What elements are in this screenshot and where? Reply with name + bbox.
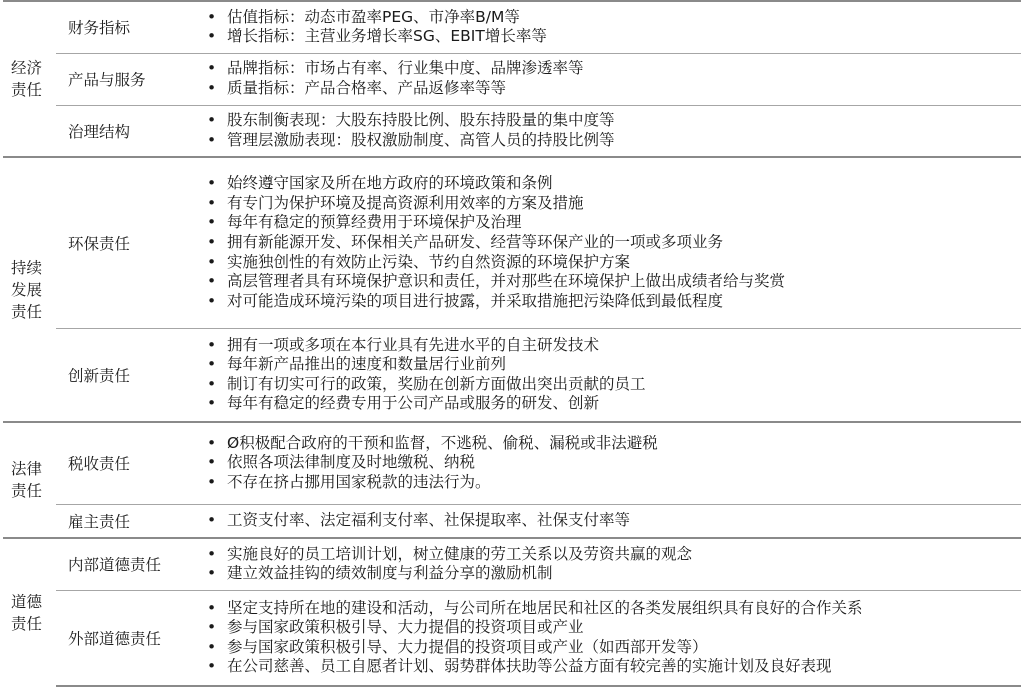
criteria-list [205,59,1021,98]
list-item: • 估值指标：动态市盈率PEG、市净率B/M等 [205,8,1021,28]
list-item: • 拥有新能源开发、环保相关产品研发、经营等环保产业的一项或多项业务 [205,233,1021,253]
table-row [3,157,1021,328]
list-item: • 实施良好的员工培训计划，树立健康的劳工关系以及劳资共赢的观念 [205,545,1021,565]
criteria-cell [189,504,1021,538]
subcategory-cell: 雇主责任 [56,504,189,538]
list-item: • 增长指标：主营业务增长率SG、EBIT增长率等 [205,27,1021,47]
table-row [3,105,1021,157]
list-item: • 建立效益挂钩的绩效制度与利益分享的激励机制 [205,564,1021,584]
subcategory-cell: 环保责任 [56,157,189,328]
criteria-cell [189,1,1021,53]
table-row [3,590,1021,686]
criteria-list [205,8,1021,47]
category-cell: 道德 责任 [3,538,56,686]
list-item: • 工资支付率、法定福利支付率、社保提取率、社保支付率等 [205,511,1021,531]
list-item: • 拥有一项或多项在本行业具有先进水平的自主研发技术 [205,336,1021,356]
subcategory-cell: 治理结构 [56,105,189,157]
table-row [3,53,1021,105]
list-item: • 坚定支持所在地的建设和活动，与公司所在地居民和社区的各类发展组织具有良好的合作关系 [205,599,1021,619]
table-row [3,422,1021,504]
criteria-list [205,511,1021,531]
category-cell: 经济 责任 [3,1,56,157]
criteria-list [205,336,1021,414]
criteria-cell [189,53,1021,105]
list-item: • 实施独创性的有效防止污染、节约自然资源的环境保护方案 [205,253,1021,273]
criteria-list [205,545,1021,584]
list-item: • 每年有稳定的经费专用于公司产品或服务的研发、创新 [205,394,1021,414]
list-item: • 质量指标：产品合格率、产品返修率等等 [205,79,1021,99]
criteria-cell [189,590,1021,686]
list-item: • 始终遵守国家及所在地方政府的环境政策和条例 [205,174,1021,194]
criteria-list [205,174,1021,311]
subcategory-cell: 税收责任 [56,422,189,504]
list-item: • 高层管理者具有环境保护意识和责任，并对那些在环境保护上做出成绩者给与奖赏 [205,272,1021,292]
criteria-list [205,599,1021,677]
category-cell: 法律 责任 [3,422,56,538]
category-cell: 持续 发展 责任 [3,157,56,422]
list-item: • 每年有稳定的预算经费用于环境保护及治理 [205,213,1021,233]
list-item: • 管理层激励表现：股权激励制度、高管人员的持股比例等 [205,131,1021,151]
criteria-cell [189,157,1021,328]
list-item: • 品牌指标：市场占有率、行业集中度、品牌渗透率等 [205,59,1021,79]
list-item: • 股东制衡表现：大股东持股比例、股东持股量的集中度等 [205,111,1021,131]
list-item: • 对可能造成环境污染的项目进行披露，并采取措施把污染降低到最低程度 [205,292,1021,312]
table-row [3,538,1021,590]
list-item: • 不存在挤占挪用国家税款的违法行为。 [205,473,1021,493]
list-item: • 参与国家政策积极引导、大力提倡的投资项目或产业（如西部开发等） [205,638,1021,658]
criteria-list [205,434,1021,493]
criteria-cell [189,105,1021,157]
responsibility-table [3,0,1021,687]
subcategory-cell: 内部道德责任 [56,538,189,590]
list-item: • 在公司慈善、员工自愿者计划、弱势群体扶助等公益方面有较完善的实施计划及良好表现 [205,657,1021,677]
criteria-cell [189,328,1021,422]
list-item: • 有专门为保护环境及提高资源利用效率的方案及措施 [205,194,1021,214]
table-row [3,328,1021,422]
list-item: • Ø积极配合政府的干预和监督，不逃税、偷税、漏税或非法避税 [205,434,1021,454]
subcategory-cell: 产品与服务 [56,53,189,105]
list-item: • 依照各项法律制度及时地缴税、纳税 [205,453,1021,473]
subcategory-cell: 外部道德责任 [56,590,189,686]
list-item: • 每年新产品推出的速度和数量居行业前列 [205,355,1021,375]
criteria-cell [189,422,1021,504]
list-item: • 制订有切实可行的政策，奖励在创新方面做出突出贡献的员工 [205,375,1021,395]
subcategory-cell: 创新责任 [56,328,189,422]
criteria-list [205,111,1021,150]
table-row [3,1,1021,53]
table-row [3,504,1021,538]
list-item: • 参与国家政策积极引导、大力提倡的投资项目或产业 [205,618,1021,638]
subcategory-cell: 财务指标 [56,1,189,53]
criteria-cell [189,538,1021,590]
